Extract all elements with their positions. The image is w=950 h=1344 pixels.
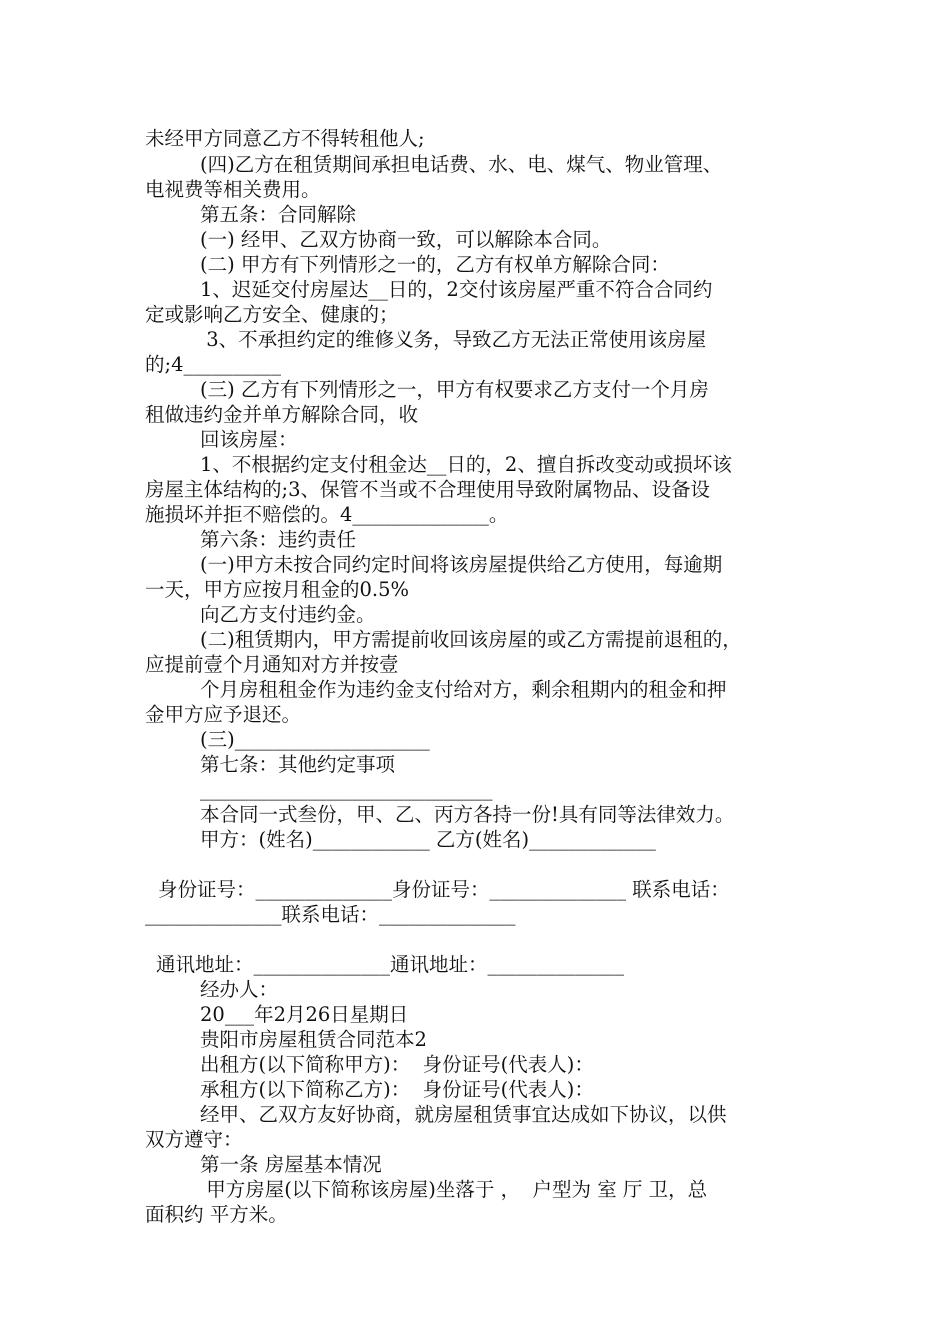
text-line: 面积约 平方米。 [145, 1203, 288, 1226]
text-line: 定或影响乙方安全、健康的； [145, 303, 399, 326]
text-line: (三)____________________ [200, 728, 430, 751]
text-line: 经甲、乙双方友好协商，就房屋租赁事宜达成如下协议，以供 [200, 1103, 727, 1126]
text-line: 向乙方支付违约金。 [200, 603, 376, 626]
text-line: 回该房屋： [200, 428, 298, 451]
section-heading: 第一条 房屋基本情况 [200, 1153, 382, 1176]
text-line: 一天，甲方应按月租金的0.5% [145, 578, 410, 601]
address-line: 通讯地址：______________通讯地址：______________ [156, 953, 625, 976]
text-line: 电视费等相关费用。 [145, 178, 321, 201]
text-line: 甲方房屋(以下简称该房屋)坐落于 ， 户型为 室 厅 卫，总 [200, 1178, 708, 1201]
text-line: 1、迟延交付房屋达__日的，2交付该房屋严重不符合合同约 [200, 278, 713, 301]
text-line: 承租方(以下简称乙方)： 身份证号(代表人)： [200, 1078, 594, 1101]
section-heading: 第七条：其他约定事项 [200, 753, 396, 776]
id-line: 身份证号：______________身份证号：______________ 联系电话： [158, 878, 730, 901]
text-line: 双方遵守： [145, 1128, 243, 1151]
text-line: (二) 甲方有下列情形之一的，乙方有权单方解除合同： [200, 253, 670, 276]
text-line: 1、不根据约定支付租金达__日的，2、擅自拆改变动或损坏该 [200, 453, 732, 476]
section-heading: 第六条：违约责任 [200, 528, 357, 551]
text-line: 房屋主体结构的;3、保管不当或不合理使用导致附属物品、设备设 [145, 478, 710, 501]
document-title: 贵阳市房屋租赁合同范本2 [200, 1028, 427, 1051]
text-line: 经办人： [200, 978, 279, 1001]
text-line: 租做违约金并单方解除合同，收 [145, 403, 419, 426]
text-line: 施损坏并拒不赔偿的。4______________。 [145, 503, 509, 526]
signature-line: 甲方：(姓名)____________ 乙方(姓名)_____________ [200, 828, 656, 851]
text-line: (四)乙方在租赁期间承担电话费、水、电、煤气、物业管理、 [200, 153, 723, 176]
date-line: 20___年2月26日星期日 [200, 1003, 409, 1026]
text-line: 金甲方应予退还。 [145, 703, 302, 726]
text-line: 3、不承担约定的维修义务，导致乙方无法正常使用该房屋 [200, 328, 707, 351]
text-line: 出租方(以下简称甲方)： 身份证号(代表人)： [200, 1053, 594, 1076]
text-line: (一)甲方未按合同约定时间将该房屋提供给乙方使用，每逾期 [200, 553, 723, 576]
text-line: 的;4__________ [145, 353, 281, 376]
text-line: 未经甲方同意乙方不得转租他人; [145, 127, 425, 150]
blank-line: ______________________________ [200, 778, 493, 801]
text-line: 个月房租租金作为违约金支付给对方，剩余租期内的租金和押 [200, 678, 727, 701]
text-line: (一) 经甲、乙双方协商一致，可以解除本合同。 [200, 228, 612, 251]
text-line: (三) 乙方有下列情形之一，甲方有权要求乙方支付一个月房 [200, 378, 709, 401]
text-line: 应提前壹个月通知对方并按壹 [145, 653, 399, 676]
section-heading: 第五条：合同解除 [200, 203, 357, 226]
text-line: 本合同一式叁份，甲、乙、丙方各持一份!具有同等法律效力。 [200, 803, 735, 826]
phone-line: ______________联系电话：______________ [145, 903, 516, 926]
text-line: (二)租赁期内，甲方需提前收回该房屋的或乙方需提前退租的， [200, 628, 742, 651]
